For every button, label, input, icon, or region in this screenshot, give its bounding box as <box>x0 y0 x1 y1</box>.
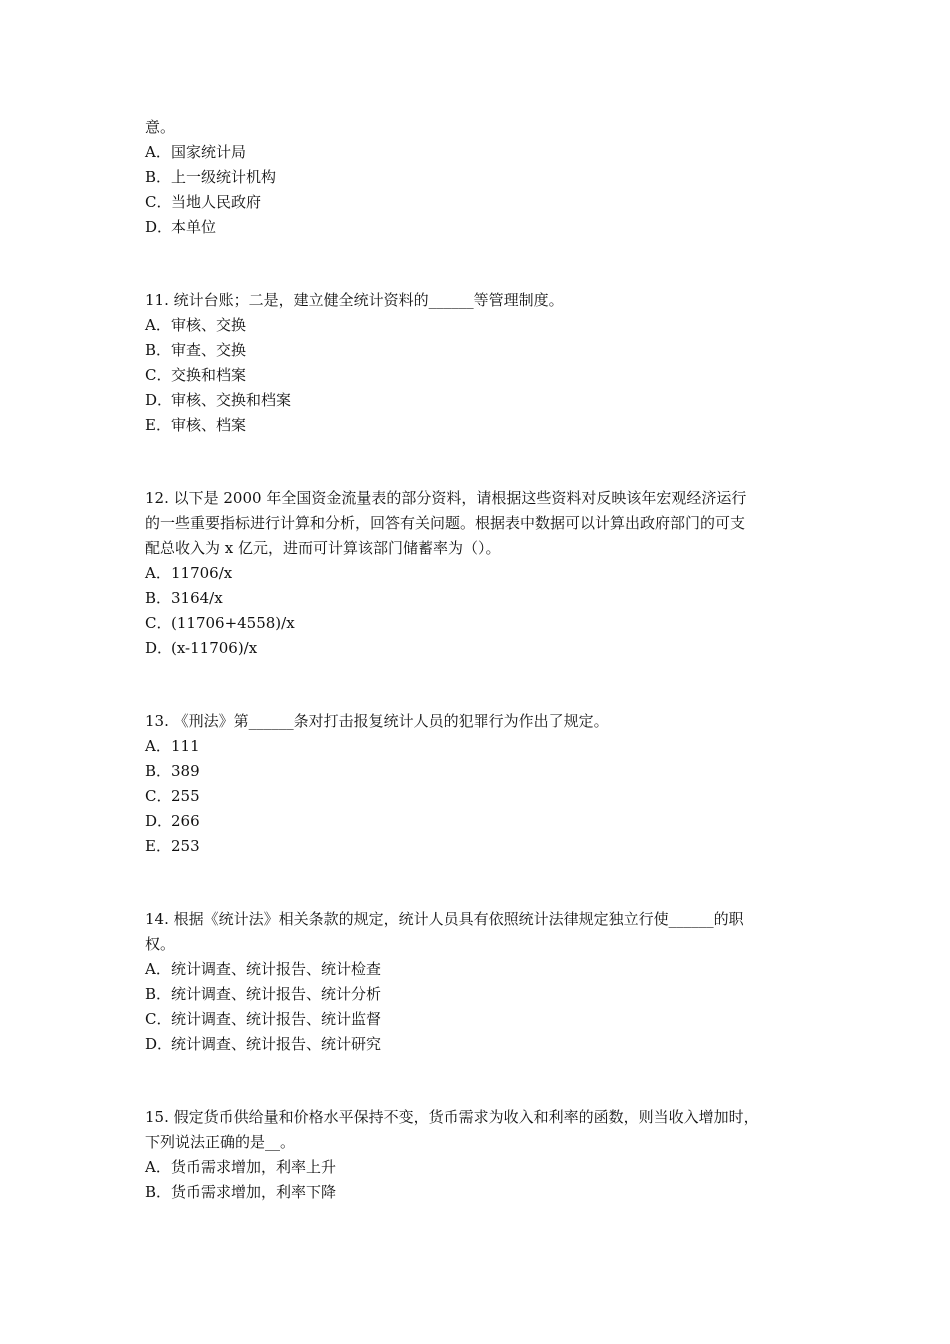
question-10-tail <box>145 115 815 240</box>
question-11 <box>145 288 815 438</box>
question-stem-line: 14. 根据《统计法》相关条款的规定，统计人员具有依照统计法律规定独立行使______的职 <box>145 910 744 928</box>
question-13 <box>145 709 815 859</box>
question-15 <box>145 1105 815 1205</box>
option-b: B．3164/x <box>145 589 223 607</box>
question-14 <box>145 907 815 1057</box>
question-stem-line: 的一些重要指标进行计算和分析，回答有关问题。根据表中数据可以计算出政府部门的可支 <box>145 514 746 532</box>
option-b: B．上一级统计机构 <box>145 168 277 186</box>
option-d: D．266 <box>145 812 200 830</box>
option-d: D．本单位 <box>145 218 217 236</box>
option-c: C．当地人民政府 <box>145 193 262 211</box>
option-d: D．审核、交换和档案 <box>145 391 292 409</box>
option-b: B．审查、交换 <box>145 341 247 359</box>
question-stem-line: 15. 假定货币供给量和价格水平保持不变，货币需求为收入和利率的函数，则当收入增加时， <box>145 1108 759 1126</box>
option-c: C．交换和档案 <box>145 366 247 384</box>
document-content <box>145 115 815 1205</box>
question-stem-line: 下列说法正确的是__。 <box>145 1133 296 1151</box>
option-b: B．货币需求增加，利率下降 <box>145 1183 337 1201</box>
question-stem-line: 13. 《刑法》第______条对打击报复统计人员的犯罪行为作出了规定。 <box>145 712 609 730</box>
option-a: A．国家统计局 <box>145 143 247 161</box>
option-d: D．统计调查、统计报告、统计研究 <box>145 1035 382 1053</box>
option-a: A．统计调查、统计报告、统计检查 <box>145 960 382 978</box>
option-c: C．(11706+4558)/x <box>145 614 295 632</box>
question-stem-line: 权。 <box>145 935 176 953</box>
option-a: A．111 <box>145 737 200 755</box>
option-a: A．11706/x <box>145 564 233 582</box>
option-a: A．货币需求增加，利率上升 <box>145 1158 337 1176</box>
option-e: E．审核、档案 <box>145 416 247 434</box>
option-b: B．389 <box>145 762 200 780</box>
option-a: A．审核、交换 <box>145 316 247 334</box>
option-c: C．统计调查、统计报告、统计监督 <box>145 1010 382 1028</box>
option-e: E．253 <box>145 837 200 855</box>
question-12 <box>145 486 815 661</box>
option-c: C．255 <box>145 787 200 805</box>
option-d: D．(x-11706)/x <box>145 639 258 657</box>
question-stem-line: 配总收入为 x 亿元，进而可计算该部门储蓄率为（）。 <box>145 539 501 557</box>
question-stem-line: 12. 以下是 2000 年全国资金流量表的部分资料，请根据这些资料对反映该年宏观经济运行 <box>145 489 747 507</box>
question-stem-line: 11. 统计台账；二是，建立健全统计资料的______等管理制度。 <box>145 291 564 309</box>
option-b: B．统计调查、统计报告、统计分析 <box>145 985 382 1003</box>
question-stem-line: 意。 <box>145 118 176 136</box>
